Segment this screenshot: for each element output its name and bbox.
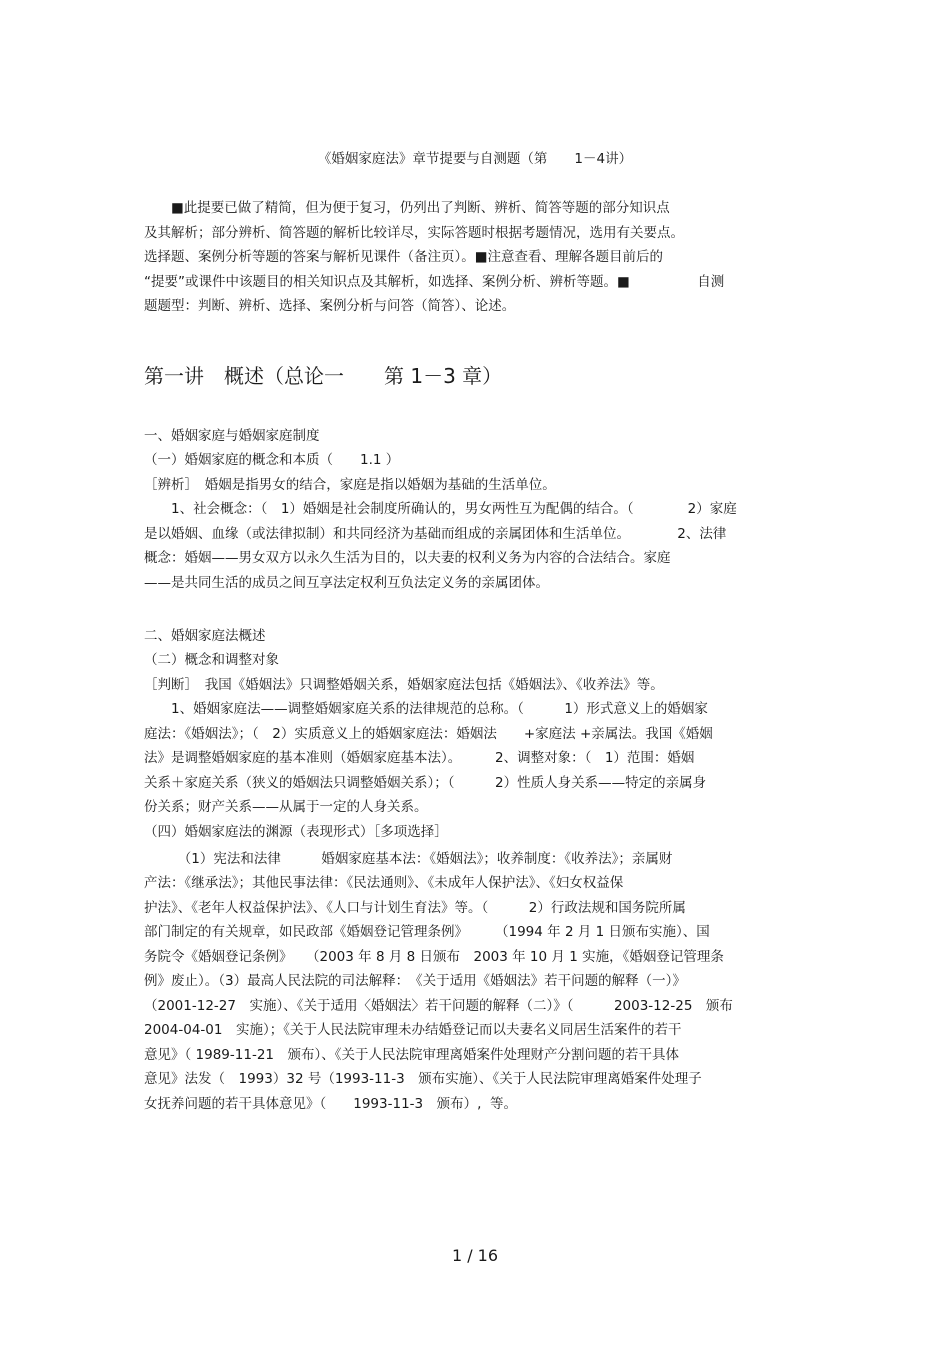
text-line: 意见》（ 1989-11-21 颁布）、《关于人民法院审理离婚案件处理财产分割问题的若干具体 — [144, 1047, 679, 1063]
text-line: （1）宪法和法律 婚姻家庭基本法：《婚姻法》；收养制度：《收养法》；亲属财 — [144, 851, 673, 867]
text-line: ——是共同生活的成员之间互享法定权利互负法定义务的亲属团体。 — [144, 575, 549, 591]
text-line: ［判断］ 我国《婚姻法》只调整婚姻关系，婚姻家庭法包括《婚姻法》、《收养法》等。 — [144, 677, 664, 693]
text-line: 务院令《婚姻登记条例》 （2003 年 8 月 8 日颁布 2003 年 10 月 1 实施，《婚姻登记管理条 — [144, 949, 724, 965]
page-number: 1 / 16 — [451, 1246, 499, 1265]
intro-line: “提要”或课件中该题目的相关知识点及其解析，如选择、案例分析、辨析等题。■ 自测 — [144, 274, 725, 290]
text-line: 2004-04-01 实施）；《关于人民法院审理未办结婚登记而以夫妻名义同居生活案件的若干 — [144, 1022, 682, 1038]
text-line: 是以婚姻、血缘（或法律拟制）和共同经济为基础而组成的亲属团体和生活单位。 2、法律 — [144, 526, 727, 542]
text-line: 护法》、《老年人权益保护法》、《人口与计划生育法》等。（ 2）行政法规和国务院所属 — [144, 900, 686, 916]
section-heading: 一、婚姻家庭与婚姻家庭制度 — [144, 428, 320, 444]
text-line: 1、婚姻家庭法——调整婚姻家庭关系的法律规范的总称。（ 1）形式意义上的婚姻家 — [144, 701, 708, 717]
text-line: 概念：婚姻——男女双方以永久生活为目的，以夫妻的权利义务为内容的合法结合。家庭 — [144, 550, 671, 566]
intro-line: 题题型：判断、辨析、选择、案例分析与问答（简答）、论述。 — [144, 298, 516, 314]
intro-line: ■此提要已做了精简，但为便于复习，仍列出了判断、辨析、简答等题的部分知识点 — [144, 200, 670, 216]
text-line: 庭法：《婚姻法》；（ 2）实质意义上的婚姻家庭法：婚姻法 +家庭法 +亲属法。我国《婚姻 — [144, 726, 713, 742]
subsection-heading: （四）婚姻家庭法的渊源（表现形式）［多项选择］ — [144, 824, 448, 840]
lecture-heading: 第一讲 概述（总论一 第 1－3 章） — [144, 364, 503, 388]
text-line: 关系＋家庭关系（狭义的婚姻法只调整婚姻关系）；（ 2）性质人身关系——特定的亲属身 — [144, 775, 707, 791]
subsection-heading: （一）婚姻家庭的概念和本质（ 1.1 ） — [144, 452, 400, 468]
text-line: 法》是调整婚姻家庭的基本准则（婚姻家庭基本法）。 2、调整对象：（ 1）范围：婚姻 — [144, 750, 695, 766]
text-line: 例》废止）。（3）最高人民法院的司法解释： 《关于适用《婚姻法》若干问题的解释（一）》 — [144, 973, 686, 989]
text-line: 份关系；财产关系——从属于一定的人身关系。 — [144, 799, 428, 815]
document-title: 《婚姻家庭法》章节提要与自测题（第 1－4讲） — [317, 151, 633, 167]
text-line: （2001-12-27 实施）、《关于适用〈婚姻法〉若干问题的解释（二）》（ 2003-12-25 颁布 — [144, 998, 733, 1014]
intro-line: 选择题、案例分析等题的答案与解析见课件（备注页）。■注意查看、理解各题目前后的 — [144, 249, 664, 265]
text-line: 部门制定的有关规章，如民政部《婚姻登记管理条例》 （1994 年 2 月 1 日颁布实施）、国 — [144, 924, 710, 940]
intro-line: 及其解析；部分辨析、简答题的解析比较详尽，实际答题时根据考题情况，选用有关要点。 — [144, 225, 684, 241]
section-heading: 二、婚姻家庭法概述 — [144, 628, 266, 644]
text-line: 意见》法发（ 1993）32 号（1993-11-3 颁布实施）、《关于人民法院审理离婚案件处理子 — [144, 1071, 702, 1087]
text-line: 女抚养问题的若干具体意见》（ 1993-11-3 颁布）, 等。 — [144, 1096, 517, 1112]
text-line: 1、社会概念：（ 1）婚姻是社会制度所确认的，男女两性互为配偶的结合。（ 2）家庭 — [144, 501, 737, 517]
subsection-heading: （二）概念和调整对象 — [144, 652, 279, 668]
text-line: 产法：《继承法》；其他民事法律：《民法通则》、《未成年人保护法》、《妇女权益保 — [144, 875, 624, 891]
text-line: ［辨析］ 婚姻是指男女的结合，家庭是指以婚姻为基础的生活单位。 — [144, 477, 556, 493]
